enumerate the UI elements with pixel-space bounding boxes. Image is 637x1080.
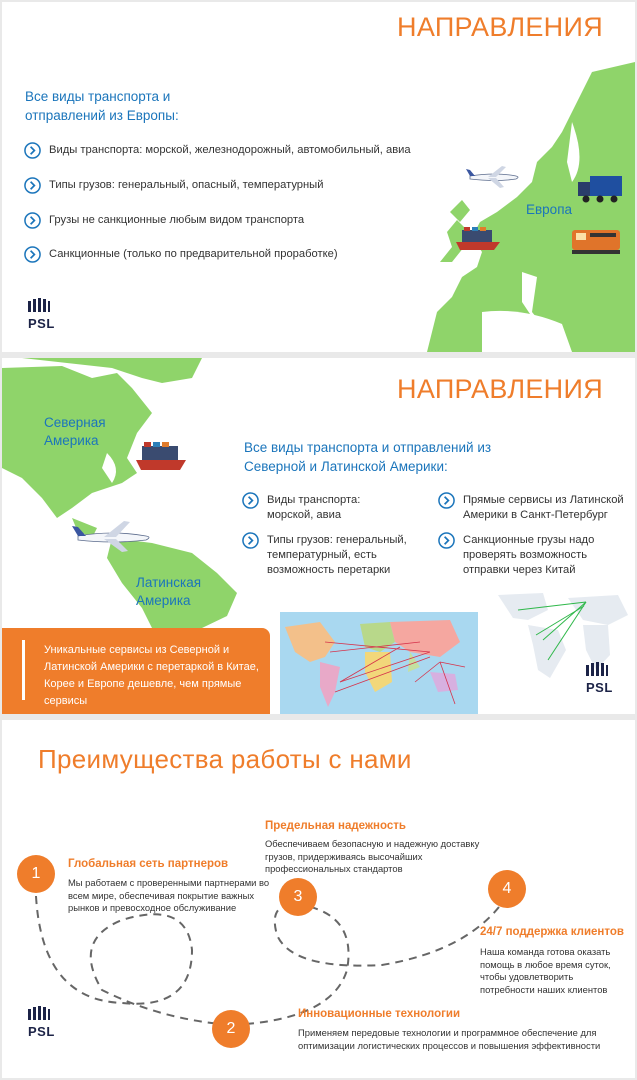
chevron-circle-icon — [24, 246, 41, 263]
chevron-circle-icon — [242, 492, 259, 509]
psl-logo: PSL — [586, 662, 613, 695]
airplane-icon — [466, 164, 522, 190]
advantage-title: Предельная надежность — [265, 820, 406, 832]
advantage-text: Применяем передовые технологии и программное обеспечение для оптимизации логистических процессов и повышения эффективности — [298, 1027, 601, 1051]
slide1-subtitle: Все виды транспорта и отправлений из Европы: — [25, 89, 179, 123]
advantage-text: Обеспечиваем безопасную и надежную доставку грузов, придерживаясь высочайших профессиональных стандартов — [265, 838, 480, 874]
train-icon — [570, 224, 622, 258]
map-label-north-america: Северная Америка — [44, 415, 106, 448]
truck-icon — [578, 174, 622, 204]
chevron-circle-icon — [438, 492, 455, 509]
bullet-item: Грузы не санкционные любым видом транспорта — [24, 213, 304, 229]
bullet-item: Санкционные (только по предварительной проработке) — [24, 247, 338, 263]
chevron-circle-icon — [24, 177, 41, 194]
psl-logo-icon — [586, 662, 608, 676]
psl-logo: PSL — [28, 1006, 55, 1039]
map-label-latin-america: Латинская Америка — [136, 575, 202, 608]
airplane-icon — [72, 518, 154, 554]
bullet-item: Виды транспорта: морской, авиа — [242, 493, 422, 523]
advantage-title: 24/7 поддержка клиентов — [480, 926, 624, 938]
ship-icon — [136, 440, 186, 474]
chevron-circle-icon — [24, 212, 41, 229]
highlight-text: Уникальные сервисы из Северной и Латинской Америки с перетаркой в Китае, Корее и Европе дешевле, чем прямые сервисы — [44, 644, 259, 707]
bullet-item: Прямые сервисы из Латинской Америки в Санкт-Петербург — [438, 493, 633, 523]
bullet-item: Виды транспорта: морской, железнодорожный, автомобильный, авиа — [24, 143, 411, 159]
advantage-title: Глобальная сеть партнеров — [68, 858, 229, 870]
psl-logo: PSL — [28, 298, 55, 331]
slide1-title: НАПРАВЛЕНИЯ — [397, 12, 603, 42]
chevron-circle-icon — [242, 532, 259, 549]
step-circle-1: 1 — [17, 855, 55, 893]
psl-logo-icon — [28, 298, 50, 312]
bullet-item: Типы грузов: генеральный, опасный, температурный — [24, 178, 323, 194]
latin-routes-map — [488, 590, 635, 682]
slide3-title: Преимущества работы с нами — [38, 744, 412, 774]
slide-europe — [2, 2, 635, 352]
bullet-item: Типы грузов: генеральный, температурный, есть возможность перетарки — [242, 533, 422, 578]
chevron-circle-icon — [24, 142, 41, 159]
advantage-title: Инновационные технологии — [298, 1008, 461, 1020]
bullet-item: Санкционные грузы надо проверять возможность отправки через Китай — [438, 533, 633, 578]
slide2-title: НАПРАВЛЕНИЯ — [397, 374, 603, 404]
advantage-text: Мы работаем с проверенными партнерами во всем мире, обеспечивая покрытие важных рынков и превосходное обслуживание — [68, 877, 270, 913]
step-circle-2: 2 — [212, 1010, 250, 1048]
slide2-subtitle: Все виды транспорта и отправлений из Северной и Латинской Америки: — [244, 440, 492, 474]
slide-advantages — [2, 720, 635, 1078]
slide-americas — [2, 358, 635, 714]
ship-icon — [456, 224, 500, 254]
psl-logo-icon — [28, 1006, 50, 1020]
advantage-text: Наша команда готова оказать помощь в любое время суток, чтобы удовлетворить потребности наших клиентов — [480, 946, 611, 995]
step-circle-4: 4 — [488, 870, 526, 908]
step-circle-3: 3 — [279, 878, 317, 916]
highlight-bar — [22, 640, 25, 700]
world-routes-map — [280, 612, 478, 714]
chevron-circle-icon — [438, 532, 455, 549]
map-label-europe: Европа — [526, 202, 573, 217]
highlight-box — [2, 628, 270, 714]
